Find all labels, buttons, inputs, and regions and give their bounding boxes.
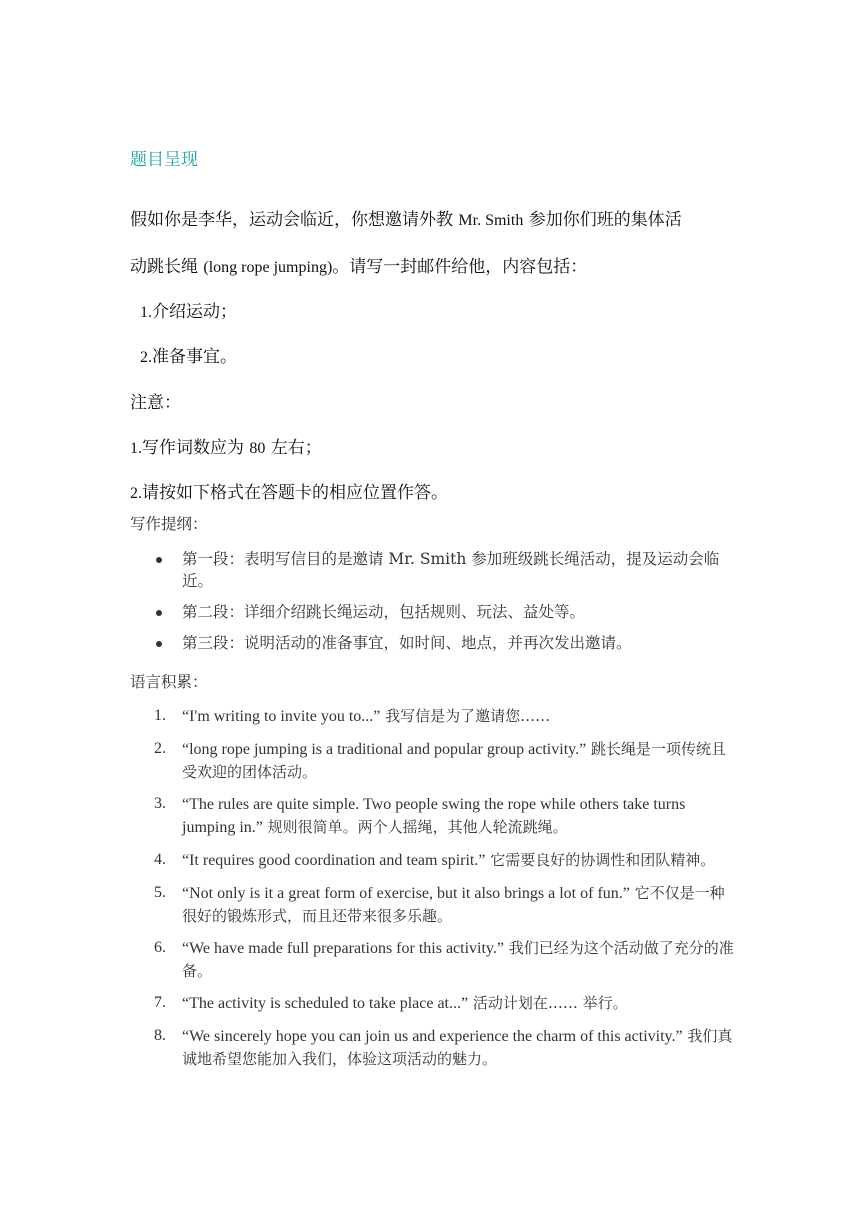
prompt-teacher-name: Mr. Smith xyxy=(458,212,524,229)
phrase-number: 1. xyxy=(154,707,166,724)
prompt-text: 动跳长绳 xyxy=(130,257,204,277)
note-text: 写作词数应为 xyxy=(142,438,250,458)
phrase-number: 5. xyxy=(154,884,166,901)
phrase-number: 8. xyxy=(154,1027,166,1044)
note-item-2 xyxy=(130,481,448,506)
outline-label: 写作提纲： xyxy=(130,515,208,533)
phrase-number: 7. xyxy=(154,994,166,1011)
prompt-content-item-2 xyxy=(140,345,237,370)
item-number: 2. xyxy=(140,349,152,366)
item-number: 2. xyxy=(130,485,142,502)
phrase-english: “Not only is it a great form of exercise, but it also brings a lot of fun.” xyxy=(182,885,630,902)
phrase-chinese: 它需要良好的协调性和团队精神。 xyxy=(485,851,716,869)
prompt-content-item-1 xyxy=(140,300,237,325)
phrase-chinese: 活动计划在…… 举行。 xyxy=(468,994,628,1012)
phrase-number: 6. xyxy=(154,939,166,956)
prompt-text: 。请写一封邮件给他，内容包括： xyxy=(332,257,588,277)
item-text: 介绍运动； xyxy=(152,302,237,322)
prompt-line-2 xyxy=(130,255,587,280)
section-heading: 题目呈现 xyxy=(130,150,198,170)
phrase-english: “We have made full preparations for this activity.” xyxy=(182,940,504,957)
phrase-item xyxy=(130,793,735,839)
outline-item: 第三段：说明活动的准备事宜，如时间、地点，并再次发出邀请。 xyxy=(130,632,735,654)
word-count: 80 xyxy=(249,440,266,457)
phrase-english: “long rope jumping is a traditional and popular group activity.” xyxy=(182,741,587,758)
note-text: 请按如下格式在答题卡的相应位置作答。 xyxy=(142,483,448,503)
phrase-english: “The activity is scheduled to take place at...” xyxy=(182,995,469,1012)
item-number: 1. xyxy=(130,440,142,457)
prompt-text: 参加你们班的集体活 xyxy=(523,210,682,230)
phrase-item xyxy=(130,992,735,1015)
phrase-chinese: 它不仅是一种很好的锻炼形式，而且还带来很多乐趣。 xyxy=(182,884,725,925)
phrase-item xyxy=(130,705,735,728)
outline-item: 第一段：表明写信目的是邀请 Mr. Smith 参加班级跳长绳活动，提及运动会临近。 xyxy=(130,548,735,592)
phrase-english: “The rules are quite simple. Two people swing the rope while others take turns jumping in.” xyxy=(182,796,686,836)
phrase-item xyxy=(130,849,735,872)
item-number: 1. xyxy=(140,304,152,321)
prompt-activity-english: (long rope jumping) xyxy=(203,259,333,276)
phrase-item xyxy=(130,937,735,982)
item-text: 准备事宜。 xyxy=(152,347,237,367)
phrase-english: “It requires good coordination and team spirit.” xyxy=(182,852,486,869)
phrase-item xyxy=(130,882,735,927)
phrase-chinese: 跳长绳是一项传统且受欢迎的团体活动。 xyxy=(182,740,726,781)
phrase-chinese: 规则很简单。两个人摇绳，其他人轮流跳绳。 xyxy=(262,818,568,836)
phrase-item xyxy=(130,738,735,783)
note-label: 注意： xyxy=(130,393,181,413)
phrase-number: 4. xyxy=(154,851,166,868)
phrase-chinese: 我写信是为了邀请您…… xyxy=(380,707,551,725)
prompt-line-1 xyxy=(130,208,682,233)
outline-list xyxy=(130,548,735,663)
phrase-chinese: 我们真诚地希望您能加入我们，体验这项活动的魅力。 xyxy=(182,1027,733,1068)
phrase-english: “We sincerely hope you can join us and experience the charm of this activity.” xyxy=(182,1028,683,1045)
phrase-number: 3. xyxy=(154,795,166,812)
phrase-english: “I'm writing to invite you to...” xyxy=(182,708,381,725)
phrase-list xyxy=(130,705,735,1080)
language-label: 语言积累： xyxy=(130,673,208,691)
note-item-1 xyxy=(130,436,322,461)
phrase-chinese: 我们已经为这个活动做了充分的准备。 xyxy=(182,939,734,980)
outline-item: 第二段：详细介绍跳长绳运动，包括规则、玩法、益处等。 xyxy=(130,601,735,623)
note-text: 左右； xyxy=(265,438,322,458)
phrase-number: 2. xyxy=(154,740,166,757)
phrase-item xyxy=(130,1025,735,1070)
prompt-text: 假如你是李华，运动会临近，你想邀请外教 xyxy=(130,210,459,230)
